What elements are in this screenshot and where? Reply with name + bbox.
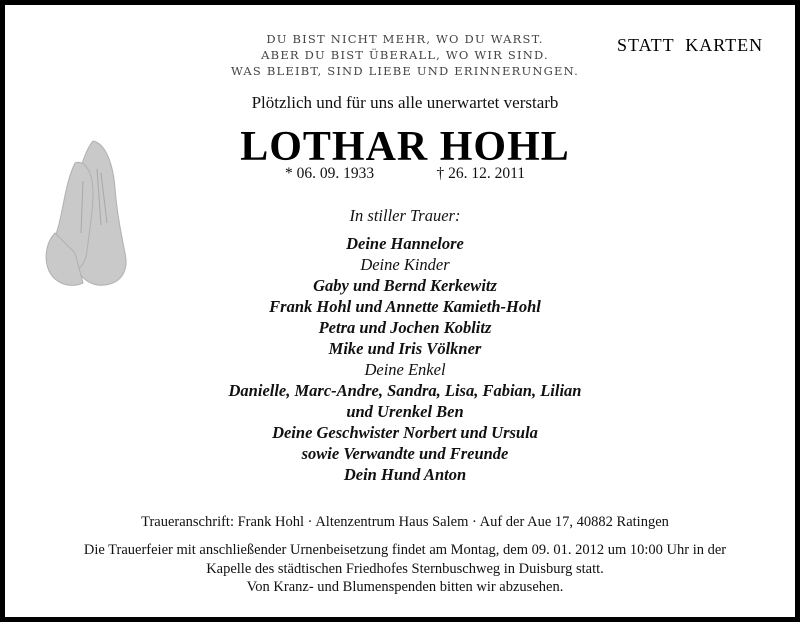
death-date: † 26. 12. 2011 — [436, 165, 525, 182]
statt-karten-label: STATT KARTEN — [617, 35, 764, 55]
motto-line: DU BIST NICHT MEHR, WO DU WARST. — [266, 32, 544, 46]
motto-line: ABER DU BIST ÜBERALL, WO WIR SIND. — [261, 48, 549, 62]
mourners-list — [155, 205, 655, 485]
mourner-name: sowie Verwandte und Freunde — [301, 444, 509, 463]
mourner-name: Dein Hund Anton — [343, 465, 467, 484]
life-dates — [285, 165, 525, 183]
mourner-name: Petra und Jochen Koblitz — [318, 318, 492, 337]
mourner-name: Frank Hohl und Annette Kamieth-Hohl — [269, 297, 541, 316]
mourning-address: Traueranschrift: Frank Hohl · Altenzentrum Haus Salem · Auf der Aue 17, 40882 Ratingen — [141, 514, 669, 530]
mourner-group-label: Deine Kinder — [360, 255, 450, 274]
mourning-heading: In stiller Trauer: — [349, 206, 461, 225]
service-line: Die Trauerfeier mit anschließender Urnenbeisetzung findet am Montag, dem 09. 01. 2012 um 10:00 Uhr in der — [83, 542, 727, 558]
deceased-name: LOTHAR HOHL — [240, 124, 570, 170]
intro-text: Plötzlich und für uns alle unerwartet verstarb — [251, 93, 559, 112]
motto — [205, 31, 605, 79]
praying-hands-icon — [35, 133, 145, 293]
mourner-name: Deine Geschwister Norbert und Ursula — [272, 423, 538, 442]
birth-date: * 06. 09. 1933 — [285, 165, 375, 182]
mourner-name: Mike und Iris Völkner — [328, 339, 482, 358]
mourner-name: Deine Hannelore — [346, 234, 464, 253]
service-line: Von Kranz- und Blumenspenden bitten wir abzusehen. — [246, 579, 564, 595]
service-line: Kapelle des städtischen Friedhofes Sternbuschweg in Duisburg statt. — [206, 560, 604, 577]
mourner-group-label: Deine Enkel — [364, 360, 446, 379]
mourner-name: Gaby und Bernd Kerkewitz — [313, 276, 497, 295]
mourner-name: und Urenkel Ben — [346, 402, 464, 421]
motto-line: WAS BLEIBT, SIND LIEBE UND ERINNERUNGEN. — [230, 64, 579, 78]
mourner-name: Danielle, Marc-Andre, Sandra, Lisa, Fabian, Lilian — [228, 381, 582, 400]
service-info — [35, 541, 775, 597]
